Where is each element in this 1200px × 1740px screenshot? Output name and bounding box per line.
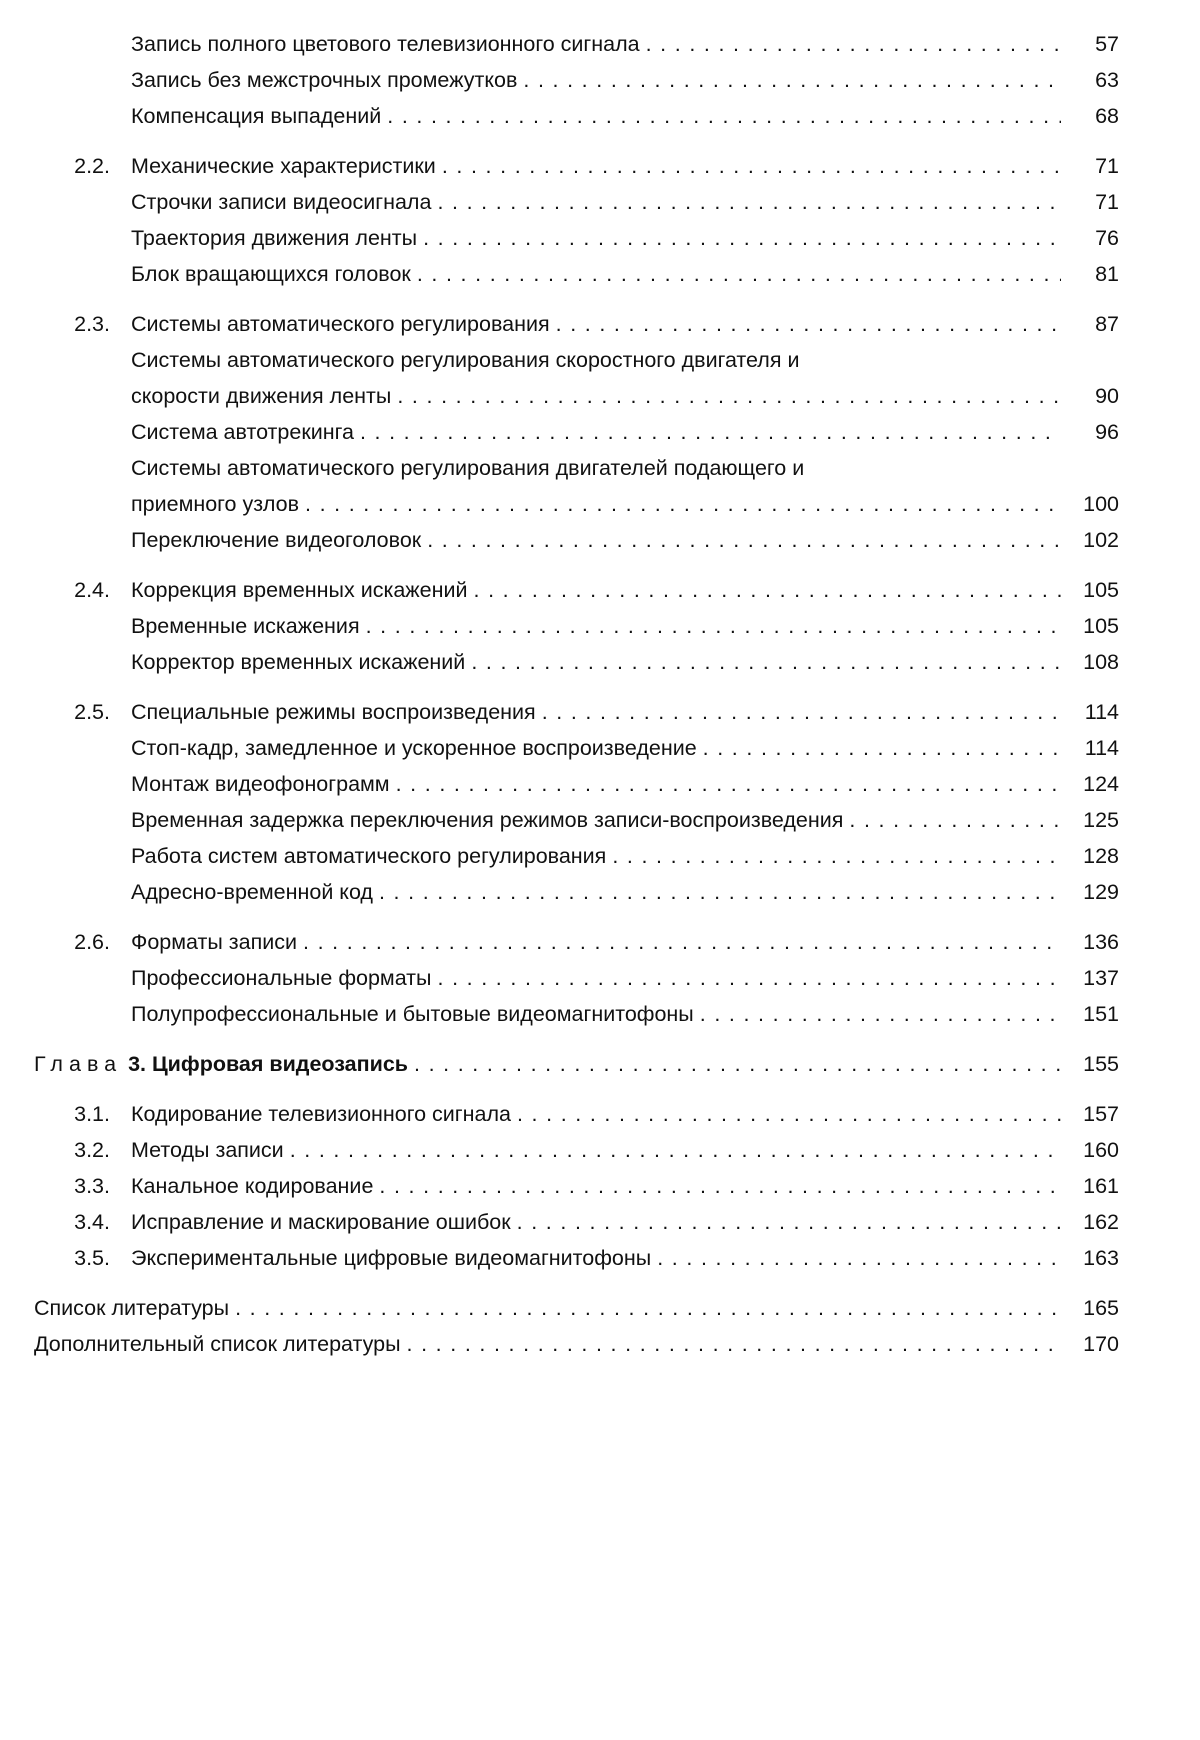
page-number: 90 (1095, 384, 1119, 408)
page-number: 102 (1083, 528, 1119, 552)
toc-entry (0, 414, 1200, 450)
page-number: 114 (1084, 736, 1119, 760)
toc-entry (0, 694, 1200, 730)
dot-leader (303, 924, 1061, 960)
entry-title: Системы автоматического регулирования двигателей подающего и (131, 456, 805, 480)
dot-leader (612, 838, 1061, 874)
page-number: 96 (1095, 420, 1119, 444)
dot-leader (542, 694, 1061, 730)
page-number: 81 (1095, 262, 1119, 286)
toc-entry (0, 874, 1200, 910)
page-number: 170 (1083, 1332, 1119, 1356)
dot-leader (235, 1290, 1061, 1326)
entry-title: Дополнительный список литературы (34, 1332, 401, 1356)
dot-leader (442, 148, 1061, 184)
dot-leader (396, 766, 1061, 802)
entry-title: Временные искажения (131, 614, 360, 638)
dot-leader (517, 1096, 1061, 1132)
dot-leader (366, 608, 1061, 644)
section-number: 2.3. (74, 312, 110, 336)
entry-title: Запись полного цветового телевизионного сигнала (131, 32, 640, 56)
entry-title: Работа систем автоматического регулирования (131, 844, 607, 868)
toc-entry (0, 184, 1200, 220)
page-number: 71 (1095, 154, 1119, 178)
toc-entry (0, 766, 1200, 802)
dot-leader (703, 730, 1061, 766)
toc-entry (0, 256, 1200, 292)
entry-title: Монтаж видеофонограмм (131, 772, 390, 796)
entry-title: Запись без межстрочных промежутков (131, 68, 518, 92)
page-number: 161 (1083, 1174, 1119, 1198)
toc-entry (0, 924, 1200, 960)
chapter-entry (0, 1046, 1200, 1082)
page-number: 114 (1084, 700, 1119, 724)
entry-title: Блок вращающихся головок (131, 262, 411, 286)
toc-entry (0, 342, 1200, 378)
entry-title: Кодирование телевизионного сигнала (131, 1102, 511, 1126)
dot-leader (387, 98, 1061, 134)
page-number: 68 (1095, 104, 1119, 128)
toc-entry (0, 608, 1200, 644)
entry-title: Профессиональные форматы (131, 966, 432, 990)
dot-leader (700, 996, 1061, 1032)
page-number: 160 (1083, 1138, 1119, 1162)
dot-leader (517, 1204, 1061, 1240)
dot-leader (305, 486, 1061, 522)
dot-leader (397, 378, 1061, 414)
toc-entry (0, 730, 1200, 766)
dot-leader (427, 522, 1061, 558)
chapter-title: 3. Цифровая видеозапись (128, 1052, 409, 1076)
entry-title: Форматы записи (131, 930, 298, 954)
dot-leader (379, 874, 1061, 910)
toc-entry (0, 1290, 1200, 1326)
entry-title: Механические характеристики (131, 154, 436, 178)
entry-title: Траектория движения ленты (131, 226, 418, 250)
page-number: 155 (1083, 1052, 1119, 1076)
page-number: 157 (1083, 1102, 1119, 1126)
toc-entry (0, 1096, 1200, 1132)
dot-leader (423, 220, 1061, 256)
page-number: 105 (1083, 578, 1119, 602)
page-number: 100 (1083, 492, 1119, 516)
page-number: 165 (1083, 1296, 1119, 1320)
dot-leader (379, 1168, 1061, 1204)
section-number: 3.5. (74, 1246, 110, 1270)
dot-leader (417, 256, 1061, 292)
section-number: 2.5. (74, 700, 110, 724)
dot-leader (290, 1132, 1061, 1168)
toc-entry (0, 1204, 1200, 1240)
toc-entry (0, 1240, 1200, 1276)
entry-title: Специальные режимы воспроизведения (131, 700, 536, 724)
entry-title: Временная задержка переключения режимов записи-воспроизведения (131, 808, 844, 832)
dot-leader (523, 62, 1061, 98)
page-number: 63 (1095, 68, 1119, 92)
toc-entry (0, 522, 1200, 558)
page-number: 136 (1083, 930, 1119, 954)
dot-leader (474, 572, 1061, 608)
entry-title: Адресно-временной код (131, 880, 373, 904)
toc-entry (0, 1168, 1200, 1204)
dot-leader (849, 802, 1061, 838)
entry-title: Список литературы (34, 1296, 230, 1320)
page-number: 71 (1095, 190, 1119, 214)
entry-title: Канальное кодирование (131, 1174, 374, 1198)
section-number: 2.6. (74, 930, 110, 954)
entry-title: Стоп-кадр, замедленное и ускоренное воспроизведение (131, 736, 697, 760)
page-number: 125 (1083, 808, 1119, 832)
page-number: 137 (1083, 966, 1119, 990)
entry-title: Исправление и маскирование ошибок (131, 1210, 511, 1234)
chapter-label: Глава (34, 1052, 123, 1076)
page-number: 163 (1083, 1246, 1119, 1270)
page-number: 129 (1083, 880, 1119, 904)
dot-leader (437, 184, 1061, 220)
toc-entry (0, 306, 1200, 342)
toc-entry (0, 996, 1200, 1032)
toc-entry (0, 220, 1200, 256)
entry-title: Методы записи (131, 1138, 284, 1162)
page-number: 87 (1095, 312, 1119, 336)
entry-title: скорости движения ленты (131, 384, 392, 408)
entry-title: Компенсация выпадений (131, 104, 382, 128)
toc-entry (0, 62, 1200, 98)
entry-title: Корректор временных искажений (131, 650, 466, 674)
section-number: 3.4. (74, 1210, 110, 1234)
entry-title: Системы автоматического регулирования скоростного двигателя и (131, 348, 800, 372)
page-number: 151 (1083, 1002, 1119, 1026)
entry-title: Полупрофессиональные и бытовые видеомагнитофоны (131, 1002, 694, 1026)
section-number: 2.2. (74, 154, 110, 178)
section-number: 2.4. (74, 578, 110, 602)
page-number: 57 (1095, 32, 1119, 56)
toc-entry (0, 486, 1200, 522)
dot-leader (438, 960, 1062, 996)
page-number: 76 (1095, 226, 1119, 250)
toc-entry (0, 838, 1200, 874)
toc-entry (0, 148, 1200, 184)
dot-leader (360, 414, 1061, 450)
toc-entry (0, 644, 1200, 680)
dot-leader (657, 1240, 1061, 1276)
dot-leader (471, 644, 1061, 680)
entry-title: Переключение видеоголовок (131, 528, 422, 552)
toc-entry (0, 378, 1200, 414)
section-number: 3.2. (74, 1138, 110, 1162)
table-of-contents (0, 26, 1200, 1362)
toc-entry (0, 98, 1200, 134)
toc-entry (0, 26, 1200, 62)
page-number: 108 (1083, 650, 1119, 674)
page-number: 105 (1083, 614, 1119, 638)
toc-entry (0, 1326, 1200, 1362)
page-number: 124 (1083, 772, 1119, 796)
toc-entry (0, 960, 1200, 996)
dot-leader (407, 1326, 1061, 1362)
toc-entry (0, 450, 1200, 486)
page-number: 162 (1083, 1210, 1119, 1234)
toc-entry (0, 802, 1200, 838)
entry-title: Системы автоматического регулирования (131, 312, 550, 336)
page-number: 128 (1083, 844, 1119, 868)
dot-leader (646, 26, 1061, 62)
entry-title: Коррекция временных искажений (131, 578, 468, 602)
dot-leader (556, 306, 1061, 342)
toc-entry (0, 572, 1200, 608)
section-number: 3.3. (74, 1174, 110, 1198)
section-number: 3.1. (74, 1102, 110, 1126)
entry-title: Экспериментальные цифровые видеомагнитофоны (131, 1246, 652, 1270)
dot-leader (414, 1046, 1061, 1082)
toc-entry (0, 1132, 1200, 1168)
entry-title: Система автотрекинга (131, 420, 354, 444)
entry-title: приемного узлов (131, 492, 300, 516)
entry-title: Строчки записи видеосигнала (131, 190, 432, 214)
